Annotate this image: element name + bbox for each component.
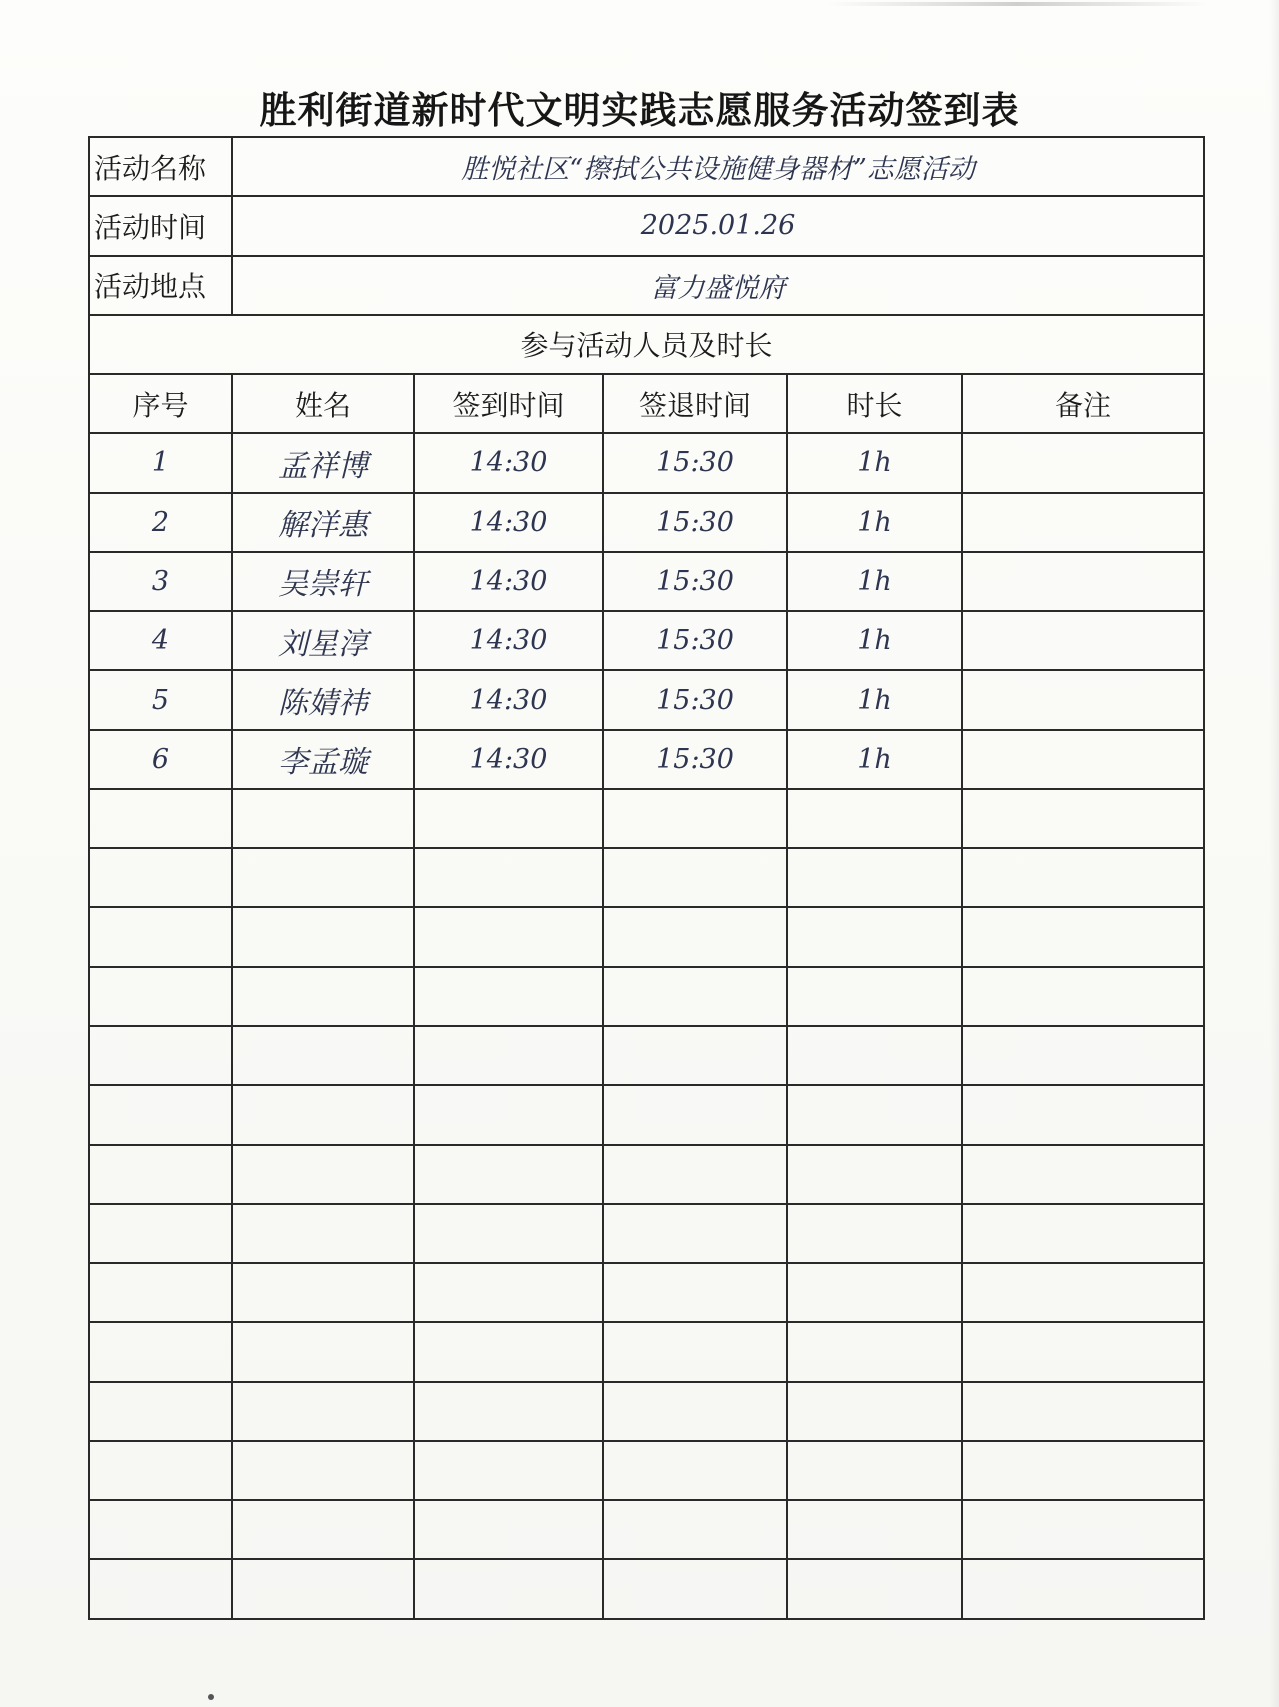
scan-shadow-edge <box>1269 0 1279 1707</box>
cell-no <box>89 1500 232 1559</box>
cell-note <box>962 1382 1204 1441</box>
cell-no: 6 <box>89 730 232 789</box>
cell-name: 孟祥博 <box>232 433 414 492</box>
cell-sign-out <box>603 1204 787 1263</box>
empty-row <box>89 1145 1204 1204</box>
col-header-sign-in: 签到时间 <box>414 374 603 433</box>
cell-sign-in <box>414 907 603 966</box>
cell-no <box>89 1441 232 1500</box>
sign-in-table <box>88 136 1205 1620</box>
cell-sign-in <box>414 1026 603 1085</box>
cell-sign-in <box>414 1204 603 1263</box>
cell-note <box>962 1026 1204 1085</box>
cell-duration: 1h <box>787 611 962 670</box>
cell-sign-in <box>414 1382 603 1441</box>
cell-sign-out <box>603 1026 787 1085</box>
cell-duration <box>787 1204 962 1263</box>
empty-row <box>89 848 1204 907</box>
activity-time-value: 2025.01.26 <box>232 196 1204 255</box>
cell-note <box>962 1322 1204 1381</box>
cell-sign-out <box>603 1263 787 1322</box>
activity-place-row <box>89 256 1204 315</box>
cell-sign-in <box>414 1263 603 1322</box>
col-header-duration: 时长 <box>787 374 962 433</box>
cell-no <box>89 1322 232 1381</box>
cell-duration: 1h <box>787 493 962 552</box>
cell-duration: 1h <box>787 552 962 611</box>
cell-sign-in <box>414 848 603 907</box>
cell-duration: 1h <box>787 730 962 789</box>
activity-name-value: 胜悦社区“擦拭公共设施健身器材”志愿活动 <box>232 137 1204 196</box>
cell-sign-in <box>414 1322 603 1381</box>
participant-row <box>89 552 1204 611</box>
cell-name <box>232 967 414 1026</box>
cell-sign-in: 14:30 <box>414 611 603 670</box>
cell-duration <box>787 967 962 1026</box>
cell-sign-in <box>414 967 603 1026</box>
cell-name <box>232 1026 414 1085</box>
cell-note <box>962 1441 1204 1500</box>
cell-duration <box>787 1559 962 1619</box>
cell-name <box>232 1204 414 1263</box>
participant-row <box>89 433 1204 492</box>
cell-no <box>89 1085 232 1144</box>
participant-row <box>89 670 1204 729</box>
cell-sign-out <box>603 1559 787 1619</box>
cell-sign-out: 15:30 <box>603 552 787 611</box>
cell-sign-in: 14:30 <box>414 670 603 729</box>
cell-note <box>962 907 1204 966</box>
cell-duration: 1h <box>787 670 962 729</box>
cell-name <box>232 1085 414 1144</box>
cell-sign-out <box>603 1500 787 1559</box>
cell-name: 吴崇轩 <box>232 552 414 611</box>
cell-sign-in <box>414 1441 603 1500</box>
cell-name <box>232 1263 414 1322</box>
cell-note <box>962 848 1204 907</box>
activity-time-row <box>89 196 1204 255</box>
empty-row <box>89 907 1204 966</box>
empty-row <box>89 1263 1204 1322</box>
cell-note <box>962 1559 1204 1619</box>
cell-no <box>89 967 232 1026</box>
participant-row <box>89 611 1204 670</box>
empty-row <box>89 1204 1204 1263</box>
empty-row <box>89 1500 1204 1559</box>
cell-note <box>962 1145 1204 1204</box>
cell-name <box>232 1322 414 1381</box>
cell-note <box>962 611 1204 670</box>
cell-sign-out <box>603 1322 787 1381</box>
cell-duration <box>787 1026 962 1085</box>
cell-duration <box>787 848 962 907</box>
cell-name: 李孟璇 <box>232 730 414 789</box>
scan-artifact-dot <box>208 1694 214 1700</box>
cell-note <box>962 967 1204 1026</box>
activity-place-value: 富力盛悦府 <box>232 256 1204 315</box>
cell-name <box>232 1441 414 1500</box>
cell-duration <box>787 1085 962 1144</box>
cell-name <box>232 907 414 966</box>
cell-no <box>89 1382 232 1441</box>
cell-sign-out <box>603 848 787 907</box>
cell-sign-out: 15:30 <box>603 493 787 552</box>
cell-duration <box>787 789 962 848</box>
col-header-sign-out: 签退时间 <box>603 374 787 433</box>
section-row <box>89 315 1204 374</box>
participant-row <box>89 493 1204 552</box>
col-header-note: 备注 <box>962 374 1204 433</box>
cell-sign-out: 15:30 <box>603 611 787 670</box>
cell-sign-out: 15:30 <box>603 730 787 789</box>
cell-sign-out <box>603 1382 787 1441</box>
cell-no <box>89 1026 232 1085</box>
scan-artifact <box>828 2 1208 6</box>
cell-duration <box>787 1382 962 1441</box>
activity-name-label: 活动名称 <box>89 137 232 196</box>
cell-name <box>232 1559 414 1619</box>
section-title: 参与活动人员及时长 <box>89 315 1204 374</box>
empty-row <box>89 789 1204 848</box>
activity-place-label: 活动地点 <box>89 256 232 315</box>
form-title: 胜利街道新时代文明实践志愿服务活动签到表 <box>259 88 1020 132</box>
cell-note <box>962 493 1204 552</box>
column-header-row <box>89 374 1204 433</box>
cell-no: 4 <box>89 611 232 670</box>
cell-no: 2 <box>89 493 232 552</box>
cell-sign-in <box>414 1500 603 1559</box>
cell-sign-out <box>603 1085 787 1144</box>
cell-note <box>962 1085 1204 1144</box>
cell-note <box>962 1263 1204 1322</box>
empty-row <box>89 1322 1204 1381</box>
cell-no <box>89 1145 232 1204</box>
cell-sign-in: 14:30 <box>414 433 603 492</box>
cell-sign-out <box>603 789 787 848</box>
cell-no <box>89 907 232 966</box>
cell-sign-in: 14:30 <box>414 552 603 611</box>
cell-note <box>962 789 1204 848</box>
cell-duration <box>787 1263 962 1322</box>
cell-sign-out <box>603 967 787 1026</box>
cell-note <box>962 1500 1204 1559</box>
participant-row <box>89 730 1204 789</box>
cell-duration <box>787 1322 962 1381</box>
cell-no: 1 <box>89 433 232 492</box>
cell-sign-in: 14:30 <box>414 493 603 552</box>
empty-row <box>89 1559 1204 1619</box>
cell-sign-out: 15:30 <box>603 433 787 492</box>
cell-duration <box>787 1500 962 1559</box>
cell-name: 解洋惠 <box>232 493 414 552</box>
cell-duration: 1h <box>787 433 962 492</box>
cell-sign-in <box>414 1085 603 1144</box>
cell-name <box>232 1145 414 1204</box>
cell-note <box>962 670 1204 729</box>
cell-no <box>89 789 232 848</box>
empty-row <box>89 1382 1204 1441</box>
cell-name <box>232 848 414 907</box>
cell-duration <box>787 907 962 966</box>
cell-name <box>232 1500 414 1559</box>
cell-sign-in <box>414 1145 603 1204</box>
cell-no <box>89 1204 232 1263</box>
empty-row <box>89 1026 1204 1085</box>
cell-sign-in: 14:30 <box>414 730 603 789</box>
cell-name <box>232 789 414 848</box>
cell-sign-out <box>603 907 787 966</box>
empty-row <box>89 967 1204 1026</box>
cell-sign-in <box>414 789 603 848</box>
cell-note <box>962 552 1204 611</box>
cell-duration <box>787 1145 962 1204</box>
activity-time-label: 活动时间 <box>89 196 232 255</box>
cell-sign-out <box>603 1145 787 1204</box>
empty-row <box>89 1441 1204 1500</box>
cell-no: 3 <box>89 552 232 611</box>
cell-duration <box>787 1441 962 1500</box>
cell-no <box>89 1263 232 1322</box>
cell-note <box>962 730 1204 789</box>
cell-note <box>962 1204 1204 1263</box>
cell-sign-out <box>603 1441 787 1500</box>
cell-no <box>89 848 232 907</box>
col-header-no: 序号 <box>89 374 232 433</box>
cell-no <box>89 1559 232 1619</box>
cell-name <box>232 1382 414 1441</box>
cell-no: 5 <box>89 670 232 729</box>
cell-sign-in <box>414 1559 603 1619</box>
cell-note <box>962 433 1204 492</box>
cell-name: 刘星淳 <box>232 611 414 670</box>
empty-row <box>89 1085 1204 1144</box>
cell-name: 陈婧祎 <box>232 670 414 729</box>
cell-sign-out: 15:30 <box>603 670 787 729</box>
activity-name-row <box>89 137 1204 196</box>
col-header-name: 姓名 <box>232 374 414 433</box>
